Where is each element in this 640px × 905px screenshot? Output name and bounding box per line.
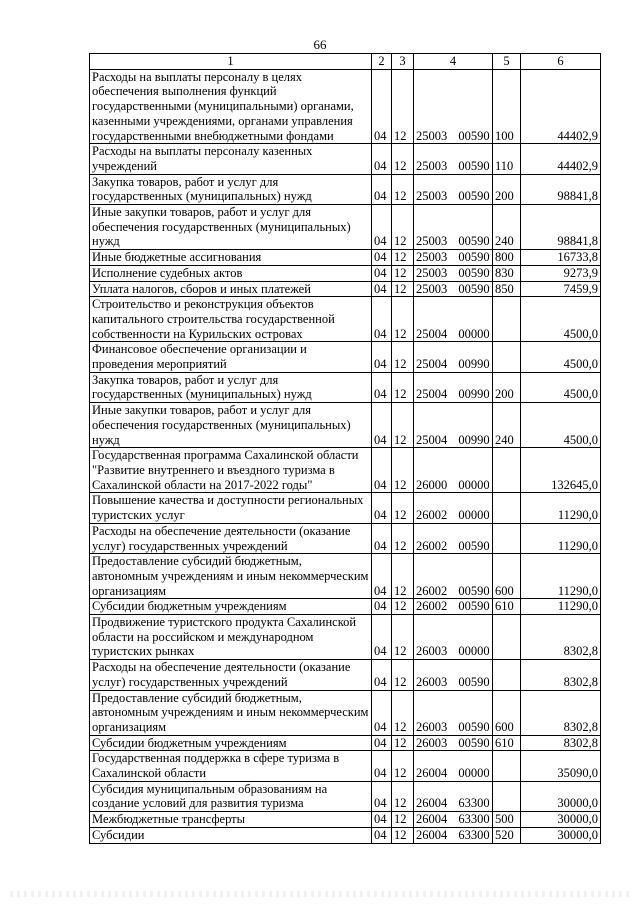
expense-type-cell: 500 [493,812,521,828]
table-row [90,599,601,615]
section-code-cell: 04 [372,751,392,781]
subsection-code-cell: 12 [392,493,414,523]
amount-cell: 11290,0 [521,523,601,553]
amount-cell: 30000,0 [521,827,601,843]
section-code-cell: 04 [372,69,392,144]
expense-type-cell: 110 [493,144,521,174]
section-code-cell: 04 [372,250,392,266]
subsection-code-cell: 12 [392,615,414,660]
row-name-cell: Закупка товаров, работ и услуг для государственных (муниципальных) нужд [90,174,372,204]
amount-cell: 30000,0 [521,781,601,811]
target-article-cell: 25003 00590 [414,281,493,297]
table-row [90,281,601,297]
row-name-cell: Иные бюджетные ассигнования [90,250,372,266]
expense-type-cell [493,751,521,781]
target-article-cell: 26002 00000 [414,493,493,523]
amount-cell: 8302,8 [521,735,601,751]
table-row [90,735,601,751]
expense-type-cell: 200 [493,372,521,402]
section-code-cell: 04 [372,660,392,690]
expense-type-cell [493,297,521,342]
row-name-cell: Субсидии бюджетным учреждениям [90,599,372,615]
row-name-cell: Предоставление субсидий бюджетным, автономным учреждениям и иным некоммерческим организациям [90,690,372,735]
subsection-code-cell: 12 [392,781,414,811]
amount-cell: 4500,0 [521,372,601,402]
target-article-cell: 26003 00590 [414,690,493,735]
target-article-cell: 25004 00990 [414,342,493,372]
expense-type-cell: 800 [493,250,521,266]
subsection-code-cell: 12 [392,735,414,751]
target-article-cell: 26004 63300 [414,812,493,828]
expense-type-cell: 100 [493,69,521,144]
row-name-cell: Расходы на обеспечение деятельности (оказание услуг) государственных учреждений [90,523,372,553]
table-row [90,265,601,281]
row-name-cell: Повышение качества и доступности региональных туристских услуг [90,493,372,523]
row-name-cell: Государственная поддержка в сфере туризма в Сахалинской области [90,751,372,781]
target-article-cell: 26000 00000 [414,448,493,493]
budget-table [89,53,601,844]
table-row [90,144,601,174]
subsection-code-cell: 12 [392,448,414,493]
table-row [90,781,601,811]
amount-cell: 132645,0 [521,448,601,493]
table-row [90,615,601,660]
amount-cell: 98841,8 [521,174,601,204]
row-name-cell: Иные закупки товаров, работ и услуг для обеспечения государственных (муниципальных) нужд [90,205,372,250]
section-code-cell: 04 [372,342,392,372]
section-code-cell: 04 [372,599,392,615]
row-name-cell: Финансовое обеспечение организации и проведения мероприятий [90,342,372,372]
amount-cell: 11290,0 [521,599,601,615]
subsection-code-cell: 12 [392,342,414,372]
subsection-code-cell: 12 [392,250,414,266]
target-article-cell: 26002 00590 [414,599,493,615]
expense-type-cell: 610 [493,735,521,751]
amount-cell: 35090,0 [521,751,601,781]
section-code-cell: 04 [372,493,392,523]
amount-cell: 98841,8 [521,205,601,250]
subsection-code-cell: 12 [392,403,414,448]
column-header-1: 1 [90,54,372,70]
expense-type-cell: 240 [493,403,521,448]
expense-type-cell [493,523,521,553]
target-article-cell: 26004 63300 [414,781,493,811]
target-article-cell: 26002 00590 [414,523,493,553]
table-row [90,372,601,402]
section-code-cell: 04 [372,690,392,735]
subsection-code-cell: 12 [392,554,414,599]
section-code-cell: 04 [372,781,392,811]
amount-cell: 8302,8 [521,660,601,690]
amount-cell: 30000,0 [521,812,601,828]
row-name-cell: Субсидии бюджетным учреждениям [90,735,372,751]
table-row [90,297,601,342]
target-article-cell: 25004 00990 [414,372,493,402]
table-row [90,448,601,493]
target-article-cell: 26004 63300 [414,827,493,843]
row-name-cell: Строительство и реконструкция объектов капитального строительства государственной собственности на Курильских островах [90,297,372,342]
amount-cell: 9273,9 [521,265,601,281]
target-article-cell: 26002 00590 [414,554,493,599]
amount-cell: 8302,8 [521,615,601,660]
amount-cell: 4500,0 [521,403,601,448]
section-code-cell: 04 [372,174,392,204]
column-header-5: 5 [493,54,521,70]
subsection-code-cell: 12 [392,690,414,735]
expense-type-cell [493,660,521,690]
table-row [90,827,601,843]
target-article-cell: 25003 00590 [414,174,493,204]
amount-cell: 4500,0 [521,342,601,372]
subsection-code-cell: 12 [392,812,414,828]
subsection-code-cell: 12 [392,144,414,174]
section-code-cell: 04 [372,297,392,342]
expense-type-cell: 240 [493,205,521,250]
expense-type-cell: 600 [493,554,521,599]
section-code-cell: 04 [372,448,392,493]
subsection-code-cell: 12 [392,205,414,250]
row-name-cell: Государственная программа Сахалинской области "Развитие внутреннего и въездного туризма в Сахалинской области на 2017-2022 годы" [90,448,372,493]
column-header-2: 2 [372,54,392,70]
section-code-cell: 04 [372,827,392,843]
section-code-cell: 04 [372,554,392,599]
target-article-cell: 25004 00000 [414,297,493,342]
target-article-cell: 25003 00590 [414,265,493,281]
table-header-row [90,54,601,70]
row-name-cell: Исполнение судебных актов [90,265,372,281]
table-row [90,403,601,448]
expense-type-cell: 200 [493,174,521,204]
table-row [90,690,601,735]
page-number: 66 [313,37,327,52]
section-code-cell: 04 [372,812,392,828]
table-row [90,523,601,553]
table-row [90,554,601,599]
table-row [90,660,601,690]
amount-cell: 11290,0 [521,493,601,523]
subsection-code-cell: 12 [392,265,414,281]
table-row [90,250,601,266]
column-header-4: 4 [414,54,493,70]
section-code-cell: 04 [372,403,392,448]
table-row [90,751,601,781]
target-article-cell: 25003 00590 [414,250,493,266]
column-header-6: 6 [521,54,601,70]
table-row [90,69,601,144]
row-name-cell: Уплата налогов, сборов и иных платежей [90,281,372,297]
amount-cell: 11290,0 [521,554,601,599]
section-code-cell: 04 [372,205,392,250]
amount-cell: 44402,9 [521,144,601,174]
row-name-cell: Межбюджетные трансферты [90,812,372,828]
target-article-cell: 26003 00590 [414,735,493,751]
target-article-cell: 25003 00590 [414,69,493,144]
table-row [90,342,601,372]
scan-edge-noise [10,891,630,897]
section-code-cell: 04 [372,735,392,751]
row-name-cell: Предоставление субсидий бюджетным, автономным учреждениям и иным некоммерческим организациям [90,554,372,599]
target-article-cell: 25003 00590 [414,205,493,250]
expense-type-cell: 830 [493,265,521,281]
row-name-cell: Иные закупки товаров, работ и услуг для обеспечения государственных (муниципальных) нужд [90,403,372,448]
subsection-code-cell: 12 [392,523,414,553]
expense-type-cell [493,615,521,660]
subsection-code-cell: 12 [392,660,414,690]
subsection-code-cell: 12 [392,281,414,297]
row-name-cell: Субсидия муниципальным образованиям на создание условий для развития туризма [90,781,372,811]
subsection-code-cell: 12 [392,297,414,342]
table-row [90,205,601,250]
target-article-cell: 25004 00990 [414,403,493,448]
amount-cell: 8302,8 [521,690,601,735]
expense-type-cell: 600 [493,690,521,735]
expense-type-cell [493,781,521,811]
subsection-code-cell: 12 [392,69,414,144]
row-name-cell: Расходы на выплаты персоналу в целях обеспечения выполнения функций государственными (муниципальными) органами, казенными учреждениями, органами управления государственными внебюджетными фондами [90,69,372,144]
row-name-cell: Закупка товаров, работ и услуг для государственных (муниципальных) нужд [90,372,372,402]
section-code-cell: 04 [372,281,392,297]
target-article-cell: 26004 00000 [414,751,493,781]
amount-cell: 16733,8 [521,250,601,266]
subsection-code-cell: 12 [392,599,414,615]
expense-type-cell [493,448,521,493]
expense-type-cell [493,493,521,523]
section-code-cell: 04 [372,265,392,281]
subsection-code-cell: 12 [392,372,414,402]
section-code-cell: 04 [372,615,392,660]
row-name-cell: Субсидии [90,827,372,843]
target-article-cell: 25003 00590 [414,144,493,174]
table-row [90,812,601,828]
subsection-code-cell: 12 [392,174,414,204]
expense-type-cell: 850 [493,281,521,297]
amount-cell: 44402,9 [521,69,601,144]
section-code-cell: 04 [372,144,392,174]
subsection-code-cell: 12 [392,751,414,781]
amount-cell: 7459,9 [521,281,601,297]
target-article-cell: 26003 00590 [414,660,493,690]
section-code-cell: 04 [372,523,392,553]
table-row [90,174,601,204]
subsection-code-cell: 12 [392,827,414,843]
row-name-cell: Расходы на обеспечение деятельности (оказание услуг) государственных учреждений [90,660,372,690]
row-name-cell: Расходы на выплаты персоналу казенных учреждений [90,144,372,174]
section-code-cell: 04 [372,372,392,402]
table-row [90,493,601,523]
column-header-3: 3 [392,54,414,70]
target-article-cell: 26003 00000 [414,615,493,660]
expense-type-cell: 520 [493,827,521,843]
expense-type-cell: 610 [493,599,521,615]
amount-cell: 4500,0 [521,297,601,342]
expense-type-cell [493,342,521,372]
row-name-cell: Продвижение туристского продукта Сахалинской области на российском и международном туристских рынках [90,615,372,660]
